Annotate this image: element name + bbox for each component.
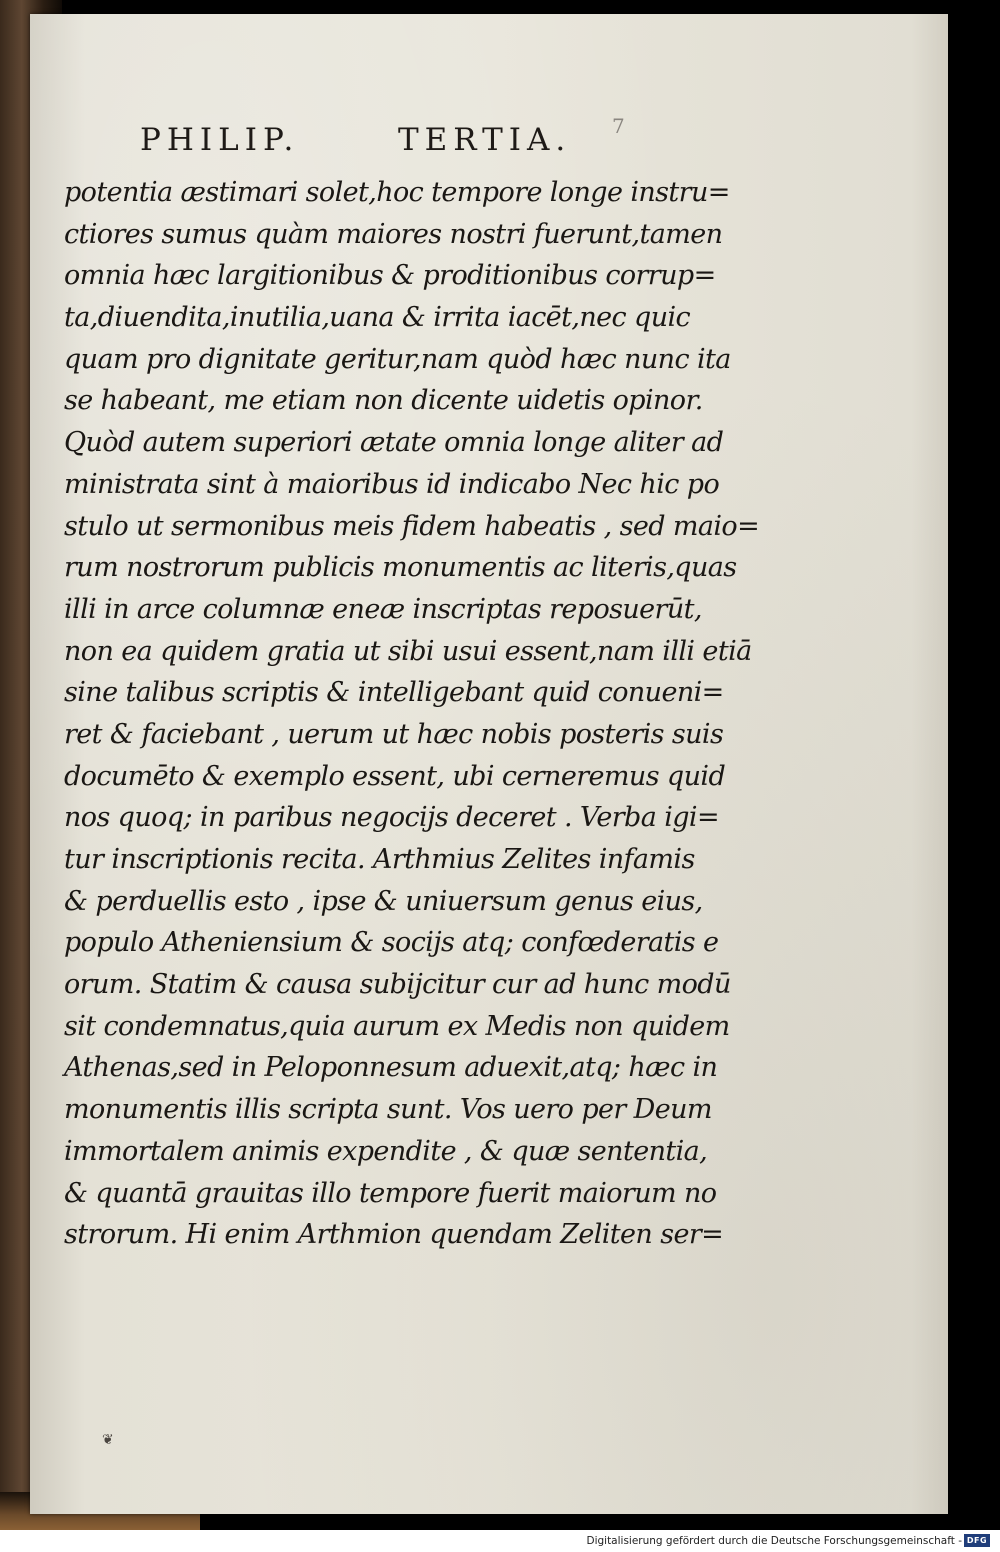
text-line: Athenas,sed in Peloponnesum aduexit,atq; hæc in bbox=[64, 1052, 718, 1084]
text-line: strorum. Hi enim Arthmion quendam Zeliten ser= bbox=[64, 1219, 724, 1251]
text-line: potentia æstimari solet,hoc tempore longe instru= bbox=[64, 177, 730, 208]
text-line: quam pro dignitate geritur,nam quòd hæc nunc ita bbox=[64, 343, 731, 375]
funding-notice: Digitalisierung gefördert durch die Deutsche Forschungsgemeinschaft - bbox=[586, 1535, 962, 1547]
text-line: orum. Statim & causa subijcitur cur ad hunc modū bbox=[64, 969, 731, 1001]
pencil-mark: 7 bbox=[612, 114, 625, 138]
text-line: sine talibus scriptis & intelligebant quid conueni= bbox=[64, 677, 724, 709]
text-line: omnia hæc largitionibus & proditionibus corrup= bbox=[64, 260, 716, 292]
text-line: ministrata sint à maioribus id indicabo Nec hic po bbox=[64, 468, 720, 500]
text-line: sit condemnatus,quia aurum ex Medis non quidem bbox=[64, 1010, 730, 1042]
book-page bbox=[30, 14, 948, 1514]
dfg-logo-icon[interactable]: DFG bbox=[964, 1534, 990, 1547]
text-line: ctiores sumus quàm maiores nostri fuerunt,tamen bbox=[64, 218, 723, 250]
text-line: populo Atheniensium & socijs atq; confœderatis e bbox=[64, 927, 719, 959]
text-line: Quòd autem superiori ætate omnia longe aliter ad bbox=[64, 427, 724, 459]
text-line: stulo ut sermonibus meis fidem habeatis , sed maio= bbox=[64, 510, 760, 542]
text-line: rum nostrorum publicis monumentis ac literis,quas bbox=[64, 552, 737, 584]
text-line: nos quoq; in paribus negocijs deceret . Verba igi= bbox=[64, 802, 719, 834]
header-left: PHILIP. bbox=[140, 122, 300, 158]
text-line: illi in arce columnæ eneæ inscriptas reposuerūt, bbox=[64, 593, 702, 625]
text-line: monumentis illis scripta sunt. Vos uero per Deum bbox=[64, 1094, 712, 1126]
text-line: ret & faciebant , uerum ut hæc nobis posteris suis bbox=[64, 718, 724, 750]
funding-footer bbox=[0, 1530, 1000, 1552]
ornament-icon: ❦ bbox=[102, 1432, 114, 1448]
text-line: immortalem animis expendite , & quæ sententia, bbox=[64, 1135, 708, 1167]
body-text bbox=[64, 172, 760, 1256]
text-line: & quantā grauitas illo tempore fuerit maiorum no bbox=[64, 1177, 717, 1209]
text-line: & perduellis esto , ipse & uniuersum genus eius, bbox=[64, 885, 703, 917]
text-line: documēto & exemplo essent, ubi cerneremus quid bbox=[64, 760, 726, 792]
text-line: tur inscriptionis recita. Arthmius Zelites infamis bbox=[64, 844, 695, 875]
text-line: se habeant, me etiam non dicente uidetis opinor. bbox=[64, 385, 703, 417]
text-line: non ea quidem gratia ut sibi usui essent,nam illi etiā bbox=[64, 635, 752, 667]
running-header bbox=[140, 122, 660, 172]
text-line: ta,diuendita,inutilia,uana & irrita iacēt,nec quic bbox=[64, 302, 691, 334]
header-right: TERTIA. bbox=[398, 122, 572, 158]
